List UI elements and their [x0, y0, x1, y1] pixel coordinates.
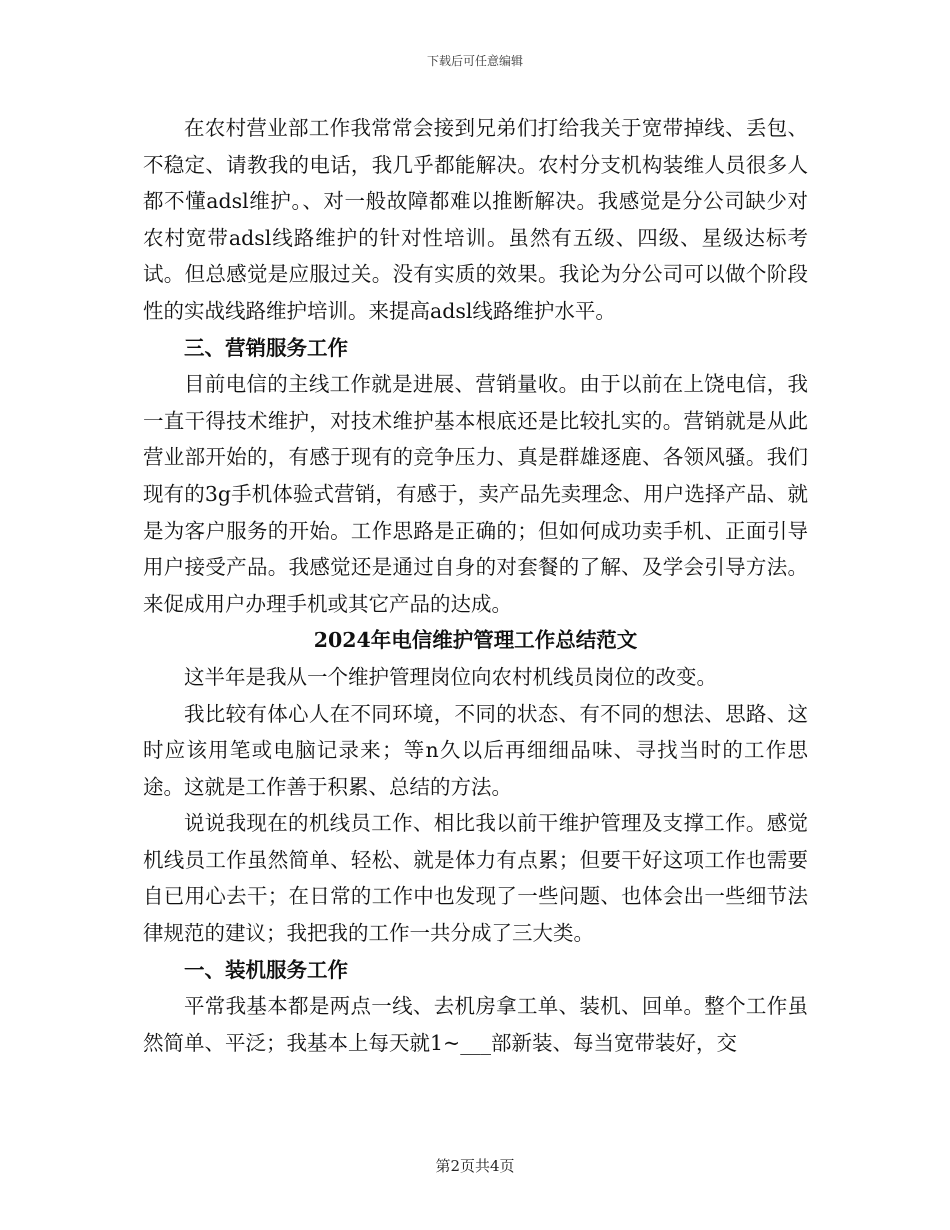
paragraph: 我比较有体心人在不同环境，不同的状态、有不同的想法、思路、这时应该用笔或电脑记录来；等n久以后再细细品味、寻找当时的工作思途。这就是工作善于积累、总结的方法。	[143, 701, 808, 799]
paragraph: 说说我现在的机线员工作、相比我以前干维护管理及支撑工作。感觉机线员工作虽然简单、轻松、就是体力有点累；但要干好这项工作也需要自已用心去干；在日常的工作中也发现了一些问题、也体会出一些细节法律规范的建议；我把我的工作一共分成了三大类。	[143, 811, 808, 946]
section-heading: 一、装机服务工作	[184, 957, 348, 982]
section-heading: 三、营销服务工作	[184, 335, 348, 360]
page-footer: 第2页共4页	[435, 1157, 515, 1175]
paragraph: 平常我基本都是两点一线、去机房拿工单、装机、回单。整个工作虽然简单、平泛；我基本上每天就1~___部新装、每当宽带装好，交	[143, 994, 808, 1055]
document-body	[143, 110, 808, 1061]
paragraph: 在农村营业部工作我常常会接到兄弟们打给我关于宽带掉线、丢包、不稳定、请教我的电话，我几乎都能解决。农村分支机构装维人员很多人都不懂adsl维护。、对一般故障都难以推断解决。我感觉是分公司缺少对农村宽带adsl线路维护的针对性培训。虽然有五级、四级、星级达标考试。但总感觉是应服过关。没有实质的效果。我论为分公司可以做个阶段性的实战线路维护培训。来提高adsl线路维护水平。	[143, 116, 808, 323]
paragraph: 目前电信的主线工作就是进展、营销量收。由于以前在上饶电信，我一直干得技术维护，对技术维护基本根底还是比较扎实的。营销就是从此营业部开始的，有感于现有的竞争压力、真是群雄逐鹿、各领风骚。我们现有的3g手机体验式营销，有感于，卖产品先卖理念、用户选择产品、就是为客户服务的开始。工作思路是正确的；但如何成功卖手机、正面引导用户接受产品。我感觉还是通过自身的对套餐的了解、及学会引导方法。来促成用户办理手机或其它产品的达成。	[143, 372, 808, 616]
document-title: 2024年电信维护管理工作总结范文	[313, 628, 638, 653]
page-header: 下载后可任意编辑	[426, 54, 523, 68]
paragraph: 这半年是我从一个维护管理岗位向农村机线员岗位的改变。	[184, 664, 717, 689]
